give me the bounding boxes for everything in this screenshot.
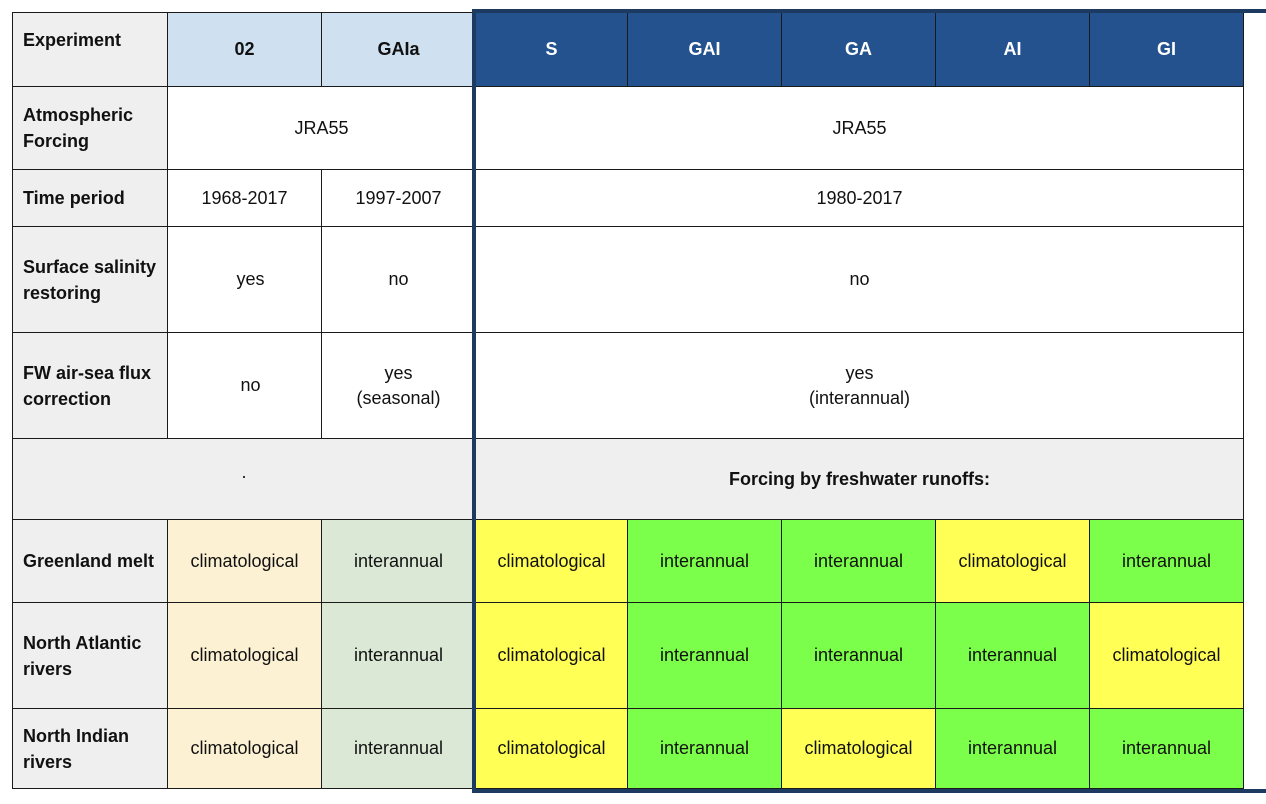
na-rivers-label: North Atlantic rivers <box>13 603 168 709</box>
separator-left <box>13 439 476 520</box>
fw-gaia: yes (seasonal) <box>322 333 476 439</box>
time-row <box>13 170 1244 227</box>
separator-row <box>13 439 1244 520</box>
na-rivers-ga: interannual <box>782 603 936 709</box>
header-s: S <box>476 13 628 87</box>
ni-rivers-gai: interannual <box>628 709 782 789</box>
header-ga: GA <box>782 13 936 87</box>
ni-rivers-ai: interannual <box>936 709 1090 789</box>
salinity-right: no <box>476 227 1244 333</box>
na-rivers-ai: interannual <box>936 603 1090 709</box>
salinity-02: yes <box>168 227 322 333</box>
time-gaia: 1997-2007 <box>322 170 476 227</box>
header-row <box>13 13 1244 87</box>
header-gai: GAI <box>628 13 782 87</box>
na-rivers-gaia: interannual <box>322 603 476 709</box>
header-02: 02 <box>168 13 322 87</box>
fw-02: no <box>168 333 322 439</box>
atmospheric-right: JRA55 <box>476 87 1244 170</box>
header-row-label: Experiment <box>13 13 168 87</box>
ni-rivers-label: North Indian rivers <box>13 709 168 789</box>
experiment-table <box>12 12 1244 789</box>
na-rivers-gi: climatological <box>1090 603 1244 709</box>
na-rivers-gai: interannual <box>628 603 782 709</box>
greenland-02: climatological <box>168 520 322 603</box>
ni-rivers-s: climatological <box>476 709 628 789</box>
separator-right: Forcing by freshwater runoffs: <box>476 439 1244 520</box>
time-02: 1968-2017 <box>168 170 322 227</box>
greenland-row <box>13 520 1244 603</box>
greenland-ai: climatological <box>936 520 1090 603</box>
header-ai: AI <box>936 13 1090 87</box>
greenland-label: Greenland melt <box>13 520 168 603</box>
separator-dot: . <box>241 461 247 482</box>
ni-rivers-row <box>13 709 1244 789</box>
header-gi: GI <box>1090 13 1244 87</box>
ni-rivers-gaia: interannual <box>322 709 476 789</box>
greenland-gai: interannual <box>628 520 782 603</box>
ni-rivers-gi: interannual <box>1090 709 1244 789</box>
fw-row <box>13 333 1244 439</box>
salinity-row <box>13 227 1244 333</box>
greenland-s: climatological <box>476 520 628 603</box>
na-rivers-s: climatological <box>476 603 628 709</box>
greenland-ga: interannual <box>782 520 936 603</box>
atmospheric-label: Atmospheric Forcing <box>13 87 168 170</box>
atmospheric-left: JRA55 <box>168 87 476 170</box>
time-right: 1980-2017 <box>476 170 1244 227</box>
ni-rivers-ga: climatological <box>782 709 936 789</box>
salinity-gaia: no <box>322 227 476 333</box>
greenland-gaia: interannual <box>322 520 476 603</box>
salinity-label: Surface salinity restoring <box>13 227 168 333</box>
greenland-gi: interannual <box>1090 520 1244 603</box>
na-rivers-row <box>13 603 1244 709</box>
time-label: Time period <box>13 170 168 227</box>
ni-rivers-02: climatological <box>168 709 322 789</box>
header-gaia: GAIa <box>322 13 476 87</box>
fw-right: yes (interannual) <box>476 333 1244 439</box>
atmospheric-row <box>13 87 1244 170</box>
na-rivers-02: climatological <box>168 603 322 709</box>
fw-label: FW air-sea flux correction <box>13 333 168 439</box>
